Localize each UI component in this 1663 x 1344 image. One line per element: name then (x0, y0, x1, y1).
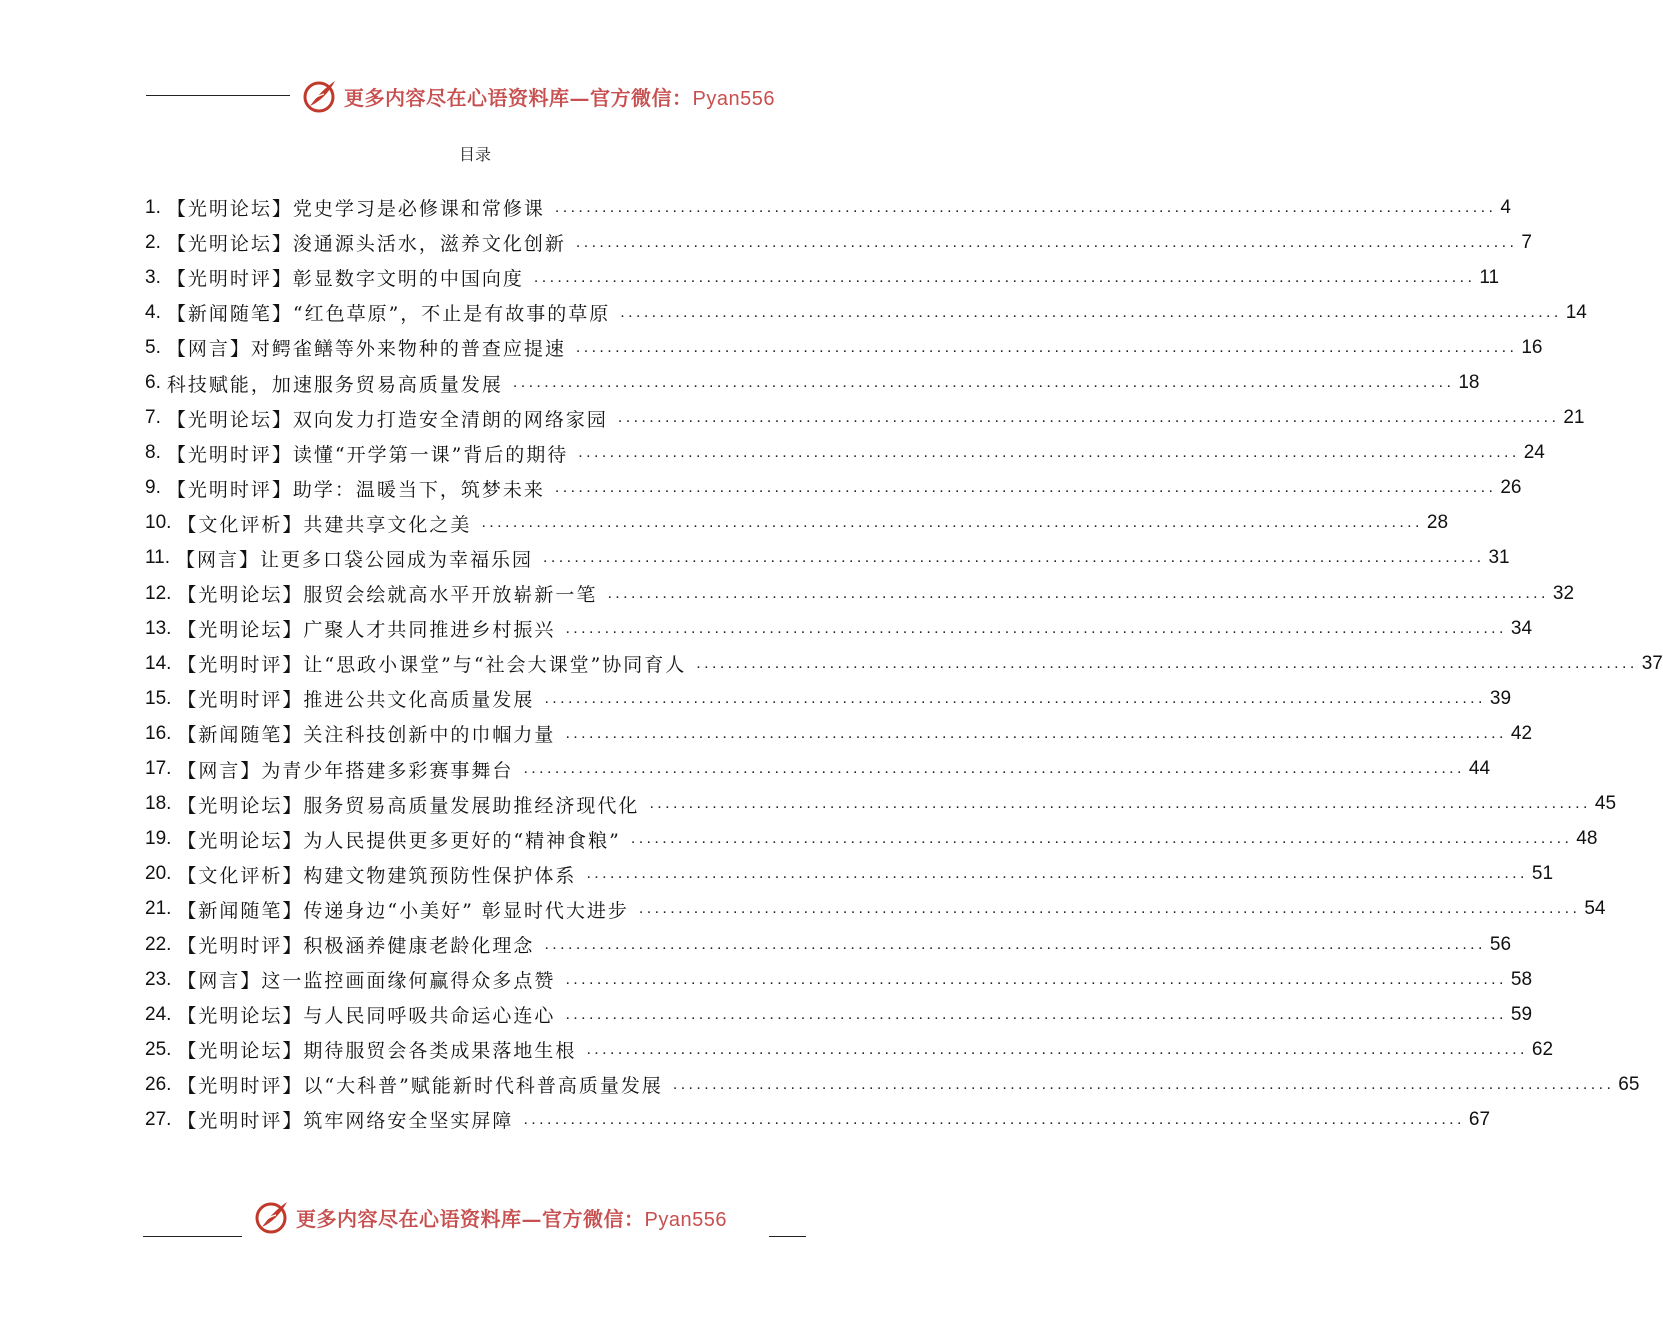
toc-entry-number: 9. (145, 477, 161, 499)
toc-leader-dots: ........................................................................................................................ (523, 1110, 1465, 1128)
toc-entry-number: 14. (145, 652, 172, 674)
toc-entry-title: 【光明时评】推进公共文化高质量发展 (177, 689, 535, 712)
toc-leader-dots: ........................................................................................................................ (638, 900, 1581, 918)
toc-entry-number: 8. (145, 442, 161, 464)
toc-entry-page-number: 14 (1565, 301, 1587, 323)
toc-entry[interactable] (145, 576, 1575, 611)
toc-entry-number: 17. (145, 758, 172, 780)
toc-entry-number: 23. (145, 968, 172, 990)
header-divider-line (146, 95, 290, 96)
toc-entry-page-number: 51 (1531, 863, 1554, 885)
toc-entry[interactable] (145, 436, 1545, 471)
toc-entry-page-number: 45 (1594, 793, 1617, 815)
toc-entry-title: 【网言】这一监控画面缘何赢得众多点赞 (177, 970, 556, 993)
toc-entry[interactable] (145, 1102, 1491, 1137)
toc-leader-dots: ........................................................................................................................ (544, 935, 1486, 953)
quill-logo-icon (254, 1199, 290, 1235)
toc-leader-dots: ........................................................................................................................ (554, 198, 1497, 216)
toc-entry-title: 【网言】让更多口袋公园成为幸福乐园 (176, 548, 534, 571)
toc-entry-page-number: 65 (1618, 1073, 1640, 1095)
toc-entry[interactable] (145, 997, 1533, 1032)
toc-entry-number: 6. (145, 372, 161, 394)
toc-leader-dots: ........................................................................................................................ (565, 619, 1507, 637)
toc-leader-dots: ........................................................................................................................ (565, 1005, 1507, 1023)
footer-banner (0, 1197, 950, 1237)
toc-entry-number: 12. (145, 582, 172, 604)
toc-entry[interactable] (145, 927, 1512, 962)
toc-leader-dots: ........................................................................................................................ (586, 1040, 1528, 1058)
footer-divider-line-left (143, 1236, 242, 1237)
toc-entry[interactable] (145, 260, 1500, 295)
toc-leader-dots: ........................................................................................................................ (565, 970, 1507, 988)
toc-leader-dots: ........................................................................................................................ (512, 374, 1455, 392)
toc-entry-page-number: 48 (1576, 828, 1598, 850)
toc-entry-number: 3. (145, 266, 161, 288)
toc-leader-dots: ........................................................................................................................ (575, 233, 1518, 251)
toc-entry-page-number: 59 (1510, 1003, 1533, 1025)
toc-leader-dots: ........................................................................................................................ (554, 479, 1497, 497)
toc-leader-dots: ........................................................................................................................ (630, 830, 1573, 848)
toc-entry-page-number: 11 (1479, 266, 1500, 288)
toc-entry-page-number: 28 (1426, 512, 1449, 534)
header-banner-text: 更多内容尽在心语资料库—官方微信：Pyan556 (344, 86, 775, 110)
toc-entry-number: 4. (145, 301, 161, 323)
toc-entry-number: 27. (145, 1108, 172, 1130)
toc-entry-page-number: 67 (1468, 1108, 1491, 1130)
toc-entry-page-number: 18 (1458, 372, 1480, 394)
toc-entry[interactable] (145, 225, 1532, 260)
toc-leader-dots: ........................................................................................................................ (607, 584, 1549, 602)
toc-entry-title: 【新闻随笔】“红色草原”，不止是有故事的草原 (166, 303, 611, 326)
toc-leader-dots: ........................................................................................................................ (523, 760, 1465, 778)
toc-entry[interactable] (145, 1067, 1640, 1102)
toc-leader-dots: ........................................................................................................................ (617, 409, 1560, 427)
toc-entry-page-number: 7 (1521, 231, 1532, 253)
toc-title: 目录 (458, 145, 491, 164)
table-of-contents (145, 190, 1663, 1138)
toc-entry-title: 科技赋能，加速服务贸易高质量发展 (166, 373, 503, 396)
toc-entry-number: 7. (145, 407, 161, 429)
toc-entry[interactable] (145, 787, 1617, 822)
toc-entry[interactable] (145, 822, 1598, 857)
toc-entry[interactable] (145, 471, 1522, 506)
toc-entry[interactable] (145, 365, 1480, 400)
toc-leader-dots: ........................................................................................................................ (696, 654, 1638, 672)
toc-entry-title: 【光明论坛】广聚人才共同推进乡村振兴 (177, 619, 556, 642)
toc-entry-number: 26. (145, 1073, 172, 1095)
toc-entry-page-number: 21 (1563, 407, 1585, 429)
toc-leader-dots: ........................................................................................................................ (565, 724, 1507, 742)
toc-entry-title: 【光明论坛】浚通源头活水，滋养文化创新 (166, 233, 566, 256)
toc-leader-dots: ........................................................................................................................ (544, 689, 1486, 707)
toc-entry-number: 5. (145, 336, 161, 358)
toc-entry-number: 18. (145, 793, 172, 815)
toc-entry-number: 24. (145, 1003, 172, 1025)
toc-entry-title: 【文化评析】构建文物建筑预防性保护体系 (177, 864, 577, 887)
header-wechat-id: Pyan556 (692, 88, 775, 110)
toc-entry-title: 【网言】对鳄雀鳝等外来物种的普查应提速 (166, 338, 566, 361)
toc-leader-dots: ........................................................................................................................ (578, 444, 1520, 462)
toc-entry-page-number: 34 (1510, 617, 1533, 639)
toc-entry-title: 【光明论坛】服务贸易高质量发展助推经济现代化 (177, 794, 640, 817)
toc-entry-title: 【光明论坛】为人民提供更多更好的“精神食粮” (177, 829, 621, 852)
toc-entry-title: 【光明时评】彰显数字文明的中国向度 (166, 268, 524, 291)
toc-entry[interactable] (145, 646, 1663, 681)
footer-divider-line-right (769, 1236, 806, 1237)
toc-entry-page-number: 54 (1584, 898, 1606, 920)
quill-logo-icon (302, 78, 338, 114)
toc-entry[interactable] (145, 506, 1449, 541)
toc-leader-dots: ........................................................................................................................ (649, 795, 1591, 813)
toc-entry-number: 25. (145, 1038, 172, 1060)
toc-entry-title: 【文化评析】共建共享文化之美 (177, 513, 472, 536)
header-banner (0, 76, 950, 116)
toc-entry[interactable] (145, 401, 1585, 436)
toc-entry-title: 【光明时评】让“思政小课堂”与“社会大课堂”协同育人 (177, 654, 687, 677)
toc-entry[interactable] (145, 330, 1543, 365)
toc-entry-page-number: 56 (1489, 933, 1512, 955)
toc-entry-title: 【光明论坛】党史学习是必修课和常修课 (166, 198, 545, 221)
toc-entry[interactable] (145, 857, 1554, 892)
toc-entry-title: 【光明论坛】与人民同呼吸共命运心连心 (177, 1005, 556, 1028)
toc-entry-page-number: 62 (1531, 1038, 1554, 1060)
toc-leader-dots: ........................................................................................................................ (543, 549, 1485, 567)
toc-entry-page-number: 44 (1468, 758, 1491, 780)
toc-entry-title: 【光明时评】读懂“开学第一课”背后的期待 (166, 443, 569, 466)
toc-entry-page-number: 32 (1552, 582, 1575, 604)
toc-entry-title: 【新闻随笔】关注科技创新中的巾帼力量 (177, 724, 556, 747)
toc-entry-page-number: 42 (1510, 722, 1533, 744)
toc-entry-title: 【光明时评】以“大科普”赋能新时代科普高质量发展 (177, 1075, 663, 1098)
toc-entry[interactable] (145, 752, 1491, 787)
toc-entry-number: 20. (145, 863, 172, 885)
toc-leader-dots: ........................................................................................................................ (672, 1075, 1615, 1093)
toc-entry[interactable] (145, 295, 1587, 330)
toc-entry-number: 21. (145, 898, 172, 920)
toc-entry[interactable] (145, 892, 1606, 927)
toc-entry-page-number: 37 (1641, 652, 1663, 674)
toc-entry-page-number: 16 (1521, 336, 1543, 358)
toc-entry-number: 22. (145, 933, 172, 955)
toc-entry-title: 【光明论坛】服贸会绘就高水平开放崭新一笔 (177, 584, 598, 607)
toc-leader-dots: ........................................................................................................................ (586, 865, 1528, 883)
toc-entry-page-number: 24 (1523, 442, 1545, 464)
toc-entry-number: 2. (145, 231, 161, 253)
toc-entry[interactable] (145, 962, 1533, 997)
toc-leader-dots: ........................................................................................................................ (481, 514, 1423, 532)
toc-entry[interactable] (145, 611, 1533, 646)
toc-entry-title: 【光明时评】助学：温暖当下，筑梦未来 (166, 478, 545, 501)
toc-entry[interactable] (145, 541, 1510, 576)
toc-leader-dots: ........................................................................................................................ (533, 268, 1476, 286)
footer-banner-text: 更多内容尽在心语资料库—官方微信：Pyan556 (296, 1207, 727, 1231)
toc-entry-title: 【光明时评】积极涵养健康老龄化理念 (177, 935, 535, 958)
toc-entry[interactable] (145, 681, 1512, 716)
toc-entry-title: 【光明时评】筑牢网络安全坚实屏障 (177, 1110, 514, 1133)
toc-entry-number: 10. (145, 512, 172, 534)
toc-entry-number: 19. (145, 828, 172, 850)
footer-wechat-id: Pyan556 (644, 1209, 727, 1231)
toc-leader-dots: ........................................................................................................................ (620, 303, 1562, 321)
toc-entry[interactable] (145, 716, 1533, 751)
toc-entry-page-number: 26 (1500, 477, 1522, 499)
toc-entry-number: 15. (145, 687, 172, 709)
toc-entry[interactable] (145, 190, 1511, 225)
toc-entry-number: 13. (145, 617, 172, 639)
toc-entry-page-number: 31 (1488, 547, 1510, 569)
toc-entry[interactable] (145, 1032, 1554, 1067)
toc-entry-page-number: 58 (1510, 968, 1533, 990)
toc-entry-title: 【网言】为青少年搭建多彩赛事舞台 (177, 759, 514, 782)
toc-entry-title: 【光明论坛】期待服贸会各类成果落地生根 (177, 1040, 577, 1063)
toc-leader-dots: ........................................................................................................................ (575, 338, 1518, 356)
toc-entry-page-number: 4 (1500, 196, 1511, 218)
toc-entry-title: 【新闻随笔】传递身边“小美好” 彰显时代大进步 (177, 899, 629, 922)
toc-entry-number: 1. (145, 196, 161, 218)
toc-entry-title: 【光明论坛】双向发力打造安全清朗的网络家园 (166, 408, 608, 431)
toc-entry-number: 16. (145, 722, 172, 744)
toc-entry-page-number: 39 (1489, 687, 1512, 709)
toc-entry-number: 11. (145, 547, 171, 569)
